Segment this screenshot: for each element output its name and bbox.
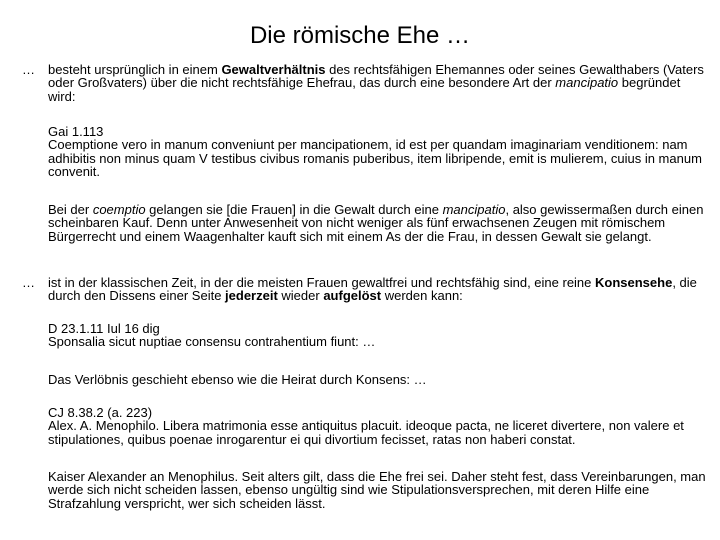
- bullet-section-2: [22, 276, 706, 303]
- latin-text: Alex. A. Menophilo. Libera matrimonia esse antiquitus placuit. ideoque pacta, ne liceret divertere, non valere et stipulationes, quibus poenae inrogarentur ei qui divortium fecisset, ratas non haberi constat.: [48, 418, 684, 447]
- bullet-ellipsis: …: [22, 275, 35, 290]
- latin-text: Sponsalia sicut nuptiae consensu contrahentium fiunt: …: [48, 334, 376, 350]
- source-reference: D 23.1.11 Iul 16 dig: [48, 321, 160, 336]
- page-title: Die römische Ehe …: [249, 22, 471, 49]
- term-konsensehe: Konsensehe: [595, 275, 673, 290]
- quote-codex: [22, 406, 706, 446]
- term-mancipatio: mancipatio: [555, 75, 619, 91]
- source-reference: Gai 1.113: [48, 124, 104, 139]
- section-2-intro: ist in der klassischen Zeit, in der die meisten Frauen gewaltfrei und rechtsfähig sind, eine reine Konsensehe, die durch den Dissens einer Seite jederzeit wieder aufgelöst werden kann:: [48, 275, 697, 304]
- section-1-intro: besteht ursprünglich in einem Gewaltverhältnis des rechtsfähigen Ehemannes oder seines Gewalthabers (Vaters oder Großvaters) über die nicht rechtsfähige Ehefrau, das durch eine besondere Art der mancipatio begründet wird:: [48, 62, 704, 104]
- term-gewaltverhaeltnis: Gewaltverhältnis: [221, 62, 326, 77]
- bullet-section-1: [22, 63, 706, 103]
- german-translation: Kaiser Alexander an Menophilus. Seit alters gilt, dass die Ehe frei sei. Daher steht fest, dass Vereinbarungen, man werde sich nicht scheiden lassen, ebenso ungültig sind wie Stipulationsversprechen, mit deren Hilfe eine Strafzahlung verspricht, wer sich scheiden lässt.: [48, 469, 706, 511]
- latin-text: Coemptione vero in manum conveniunt per mancipationem, id est per quandam imaginariam venditionem: nam adhibitis non minus quam V testibus civibus romanis puberibus, item libripende, emit is mulierem, cuius in manum convenit.: [48, 137, 702, 180]
- bullet-ellipsis: …: [22, 62, 35, 77]
- term-jederzeit: jederzeit: [225, 288, 278, 304]
- term-aufgeloest: aufgelöst: [323, 288, 382, 304]
- quote-gai: [22, 125, 706, 179]
- translation-gai: [22, 203, 706, 243]
- translation-digest: [22, 373, 706, 386]
- source-reference: CJ 8.38.2 (a. 223): [48, 405, 153, 420]
- german-translation: Bei der coemptio gelangen sie [die Frauen] in die Gewalt durch eine mancipatio, also gewissermaßen durch einen scheinbaren Kauf. Denn unter Anwesenheit von nicht weniger als fünf erwachsenen Zeugen mit römischem Bürgerrecht und einem Waagenhalter kauft sich mit einem As der die Frau, in dessen Gewalt sie gelangt.: [48, 202, 704, 244]
- translation-codex: [22, 470, 706, 510]
- german-translation: Das Verlöbnis geschieht ebenso wie die Heirat durch Konsens: …: [48, 372, 427, 387]
- quote-digest: [22, 322, 706, 349]
